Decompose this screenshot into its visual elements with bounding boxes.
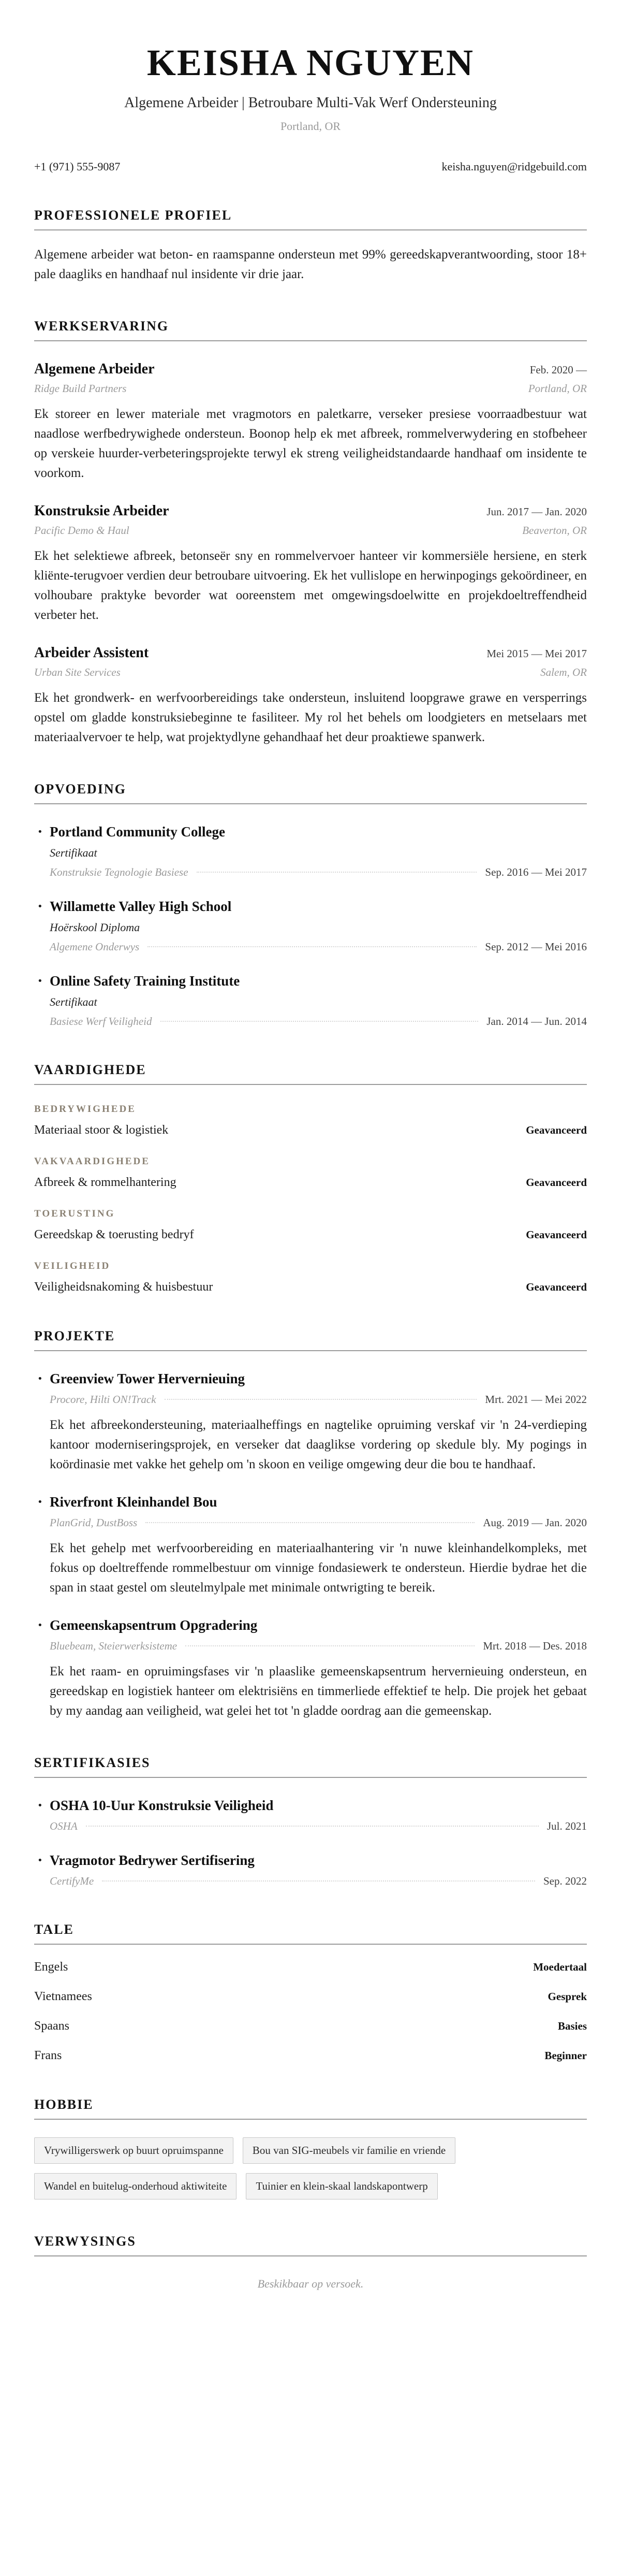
project-name: · Gemeenskapsentrum Opgradering [50, 1617, 258, 1633]
project-meta-row [50, 1516, 587, 1529]
experience-subheader-row [34, 382, 587, 395]
contact-row [34, 160, 587, 173]
experience-item [34, 503, 587, 625]
job-description: Ek storeer en lewer materiale met vragmotors en paletkarre, verseker presiese voorraadbestuur wat naadlose werfbedrywighede ondersteun. Boonop help ek met afbreek, rommelverwydering en stofbeheer op verskeie huurder-verbeteringsprojekte terwyl ek streng veiligheidstandaarde handhaaf om insidente te voorkom. [34, 407, 587, 480]
project-item [34, 1371, 587, 1474]
project-meta-row [50, 1393, 587, 1406]
school-name: · Willamette Valley High School [50, 899, 232, 914]
candidate-location: Portland, OR [280, 120, 341, 133]
skill-group [34, 1156, 587, 1190]
language-level: Beginner [544, 2049, 587, 2062]
section-title-education: OPVOEDING [34, 782, 587, 804]
education-item [34, 824, 587, 879]
skill-category: VEILIGHEID [34, 1261, 111, 1271]
skill-name: Materiaal stoor & logistiek [34, 1123, 169, 1137]
certification-issuer: CertifyMe [50, 1875, 94, 1887]
skill-group [34, 1104, 587, 1137]
section-title-certifications: SERTIFIKASIES [34, 1755, 587, 1778]
section-title-projects: PROJEKTE [34, 1328, 587, 1351]
skill-group [34, 1208, 587, 1242]
experience-header-row [34, 645, 587, 661]
section-title-references: VERWYSINGS [34, 2234, 587, 2256]
phone-number: +1 (971) 555-9087 [34, 160, 121, 173]
field-of-study: Algemene Onderwys [50, 940, 140, 953]
dotted-leader [197, 872, 477, 873]
certification-date: Jul. 2021 [546, 1820, 587, 1832]
language-name: Frans [34, 2049, 62, 2062]
language-level: Basies [557, 2020, 587, 2032]
experience-item [34, 361, 587, 483]
section-title-languages: TALE [34, 1922, 587, 1945]
skill-level: Geavanceerd [526, 1281, 587, 1293]
section-title-skills: VAARDIGHEDE [34, 1062, 587, 1085]
project-dates: Aug. 2019 — Jan. 2020 [483, 1516, 587, 1529]
skill-row [34, 1280, 587, 1294]
job-location: Portland, OR [528, 382, 587, 395]
skill-level: Geavanceerd [526, 1176, 587, 1189]
project-description: Ek het raam- en opruimingsfases vir 'n plaaslike gemeenskapsentrum hervernieuing ondersteun, en gereedskap en logistiek hanteer om elektrisiëns en timmerliede effektief te help. Die projek het gebaat by my aandag aan veiligheid, wat gelei het tot 'n gladde oordrag aan die gemeenskap. [50, 1665, 587, 1718]
degree-name: Sertifikaat [50, 995, 97, 1008]
project-tools: Procore, Hilti ON!Track [50, 1393, 156, 1406]
dotted-leader [165, 1399, 477, 1400]
project-item [34, 1617, 587, 1721]
skill-name: Veiligheidsnakoming & huisbestuur [34, 1280, 213, 1294]
job-location: Beaverton, OR [522, 524, 587, 537]
section-title-profile: PROFESSIONELE PROFIEL [34, 208, 587, 230]
company-name: Urban Site Services [34, 666, 121, 678]
education-item [34, 899, 587, 953]
language-row [34, 2049, 587, 2063]
project-tools: Bluebeam, Steierwerksisteme [50, 1640, 178, 1652]
school-name: · Online Safety Training Institute [50, 973, 240, 989]
skill-name: Gereedskap & toerusting bedryf [34, 1228, 194, 1241]
skill-name: Afbreek & rommelhantering [34, 1176, 176, 1189]
section-profile [34, 208, 587, 284]
experience-header-row [34, 503, 587, 519]
project-description: Ek het afbreekondersteuning, materiaalheffings en nagtelike opruiming verskaf vir 'n 24-verdieping kantoor moderniseringsprojek, en verseker dat daaglikse vordering op skedule bly. My pogings in koördinasie met vakke het gehelp om 'n skoon en veilige omgewing deur die bou te handhaaf. [50, 1418, 587, 1471]
section-experience [34, 319, 587, 747]
email-address: keisha.nguyen@ridgebuild.com [441, 160, 587, 173]
section-title-hobbies: HOBBIE [34, 2097, 587, 2120]
dotted-leader [145, 1522, 475, 1523]
job-description: Ek het grondwerk- en werfvoorbereidings take ondersteun, insluitend loopgrawe grawe en versperrings opstel om gladde konstruksiebeginne te fasiliteer. My rol het behels om loodgieters en metselaars met materiaalvervoer te help, wat projektydlyne gehandhaaf het deur proaktiewe spanwerk. [34, 691, 587, 744]
job-title: Konstruksie Arbeider [34, 503, 169, 519]
dotted-leader [185, 1645, 475, 1646]
candidate-headline: Algemene Arbeider | Betroubare Multi-Vak Werf Ondersteuning [124, 95, 497, 111]
experience-subheader-row [34, 666, 587, 679]
education-meta-row [50, 1015, 587, 1028]
skill-row [34, 1123, 587, 1137]
hobby-tag: Vrywilligerswerk op buurt opruimspanne [34, 2137, 233, 2164]
section-title-experience: WERKSERVARING [34, 319, 587, 341]
job-location: Salem, OR [540, 666, 587, 678]
certification-date: Sep. 2022 [543, 1875, 587, 1887]
language-level: Moedertaal [533, 1961, 587, 1973]
education-dates: Sep. 2012 — Mei 2016 [485, 940, 587, 953]
hobby-tag: Bou van SIG-meubels vir familie en vriende [243, 2137, 455, 2164]
experience-item [34, 645, 587, 747]
hobby-tag: Tuinier en klein-skaal landskapontwerp [246, 2173, 437, 2199]
school-name: · Portland Community College [50, 824, 225, 840]
references-note: Beskikbaar op versoek. [257, 2277, 364, 2290]
dotted-leader [160, 1021, 479, 1022]
skill-level: Geavanceerd [526, 1124, 587, 1136]
certification-issuer: OSHA [50, 1820, 78, 1832]
section-certifications [34, 1755, 587, 1888]
skill-group [34, 1261, 587, 1294]
certification-name: · Vragmotor Bedrywer Sertifisering [50, 1853, 255, 1868]
skill-category: VAKVAARDIGHEDE [34, 1156, 150, 1167]
experience-subheader-row [34, 524, 587, 537]
dotted-leader [102, 1880, 535, 1882]
dotted-leader [86, 1826, 539, 1827]
section-hobbies [34, 2097, 587, 2199]
section-projects [34, 1328, 587, 1721]
job-title: Arbeider Assistent [34, 645, 149, 661]
candidate-name: KEISHA NGUYEN [146, 42, 475, 83]
language-name: Engels [34, 1960, 68, 1974]
section-skills [34, 1062, 587, 1294]
profile-summary: Algemene arbeider wat beton- en raamspanne ondersteun met 99% gereedskapverantwoording, stoor 18+ pale daagliks en handhaaf nul insidente vir drie jaar. [34, 248, 587, 281]
section-references [34, 2234, 587, 2291]
project-tools: PlanGrid, DustBoss [50, 1516, 138, 1529]
hobby-list [34, 2137, 587, 2199]
language-row [34, 1960, 587, 1974]
certification-item [34, 1798, 587, 1833]
project-meta-row [50, 1640, 587, 1653]
field-of-study: Basiese Werf Veiligheid [50, 1015, 152, 1027]
degree-name: Sertifikaat [50, 846, 97, 859]
language-row [34, 2019, 587, 2033]
language-name: Vietnamees [34, 1990, 92, 2003]
education-meta-row [50, 866, 587, 879]
job-dates: Jun. 2017 — Jan. 2020 [486, 505, 587, 518]
experience-header-row [34, 361, 587, 378]
dotted-leader [147, 946, 477, 947]
certification-meta-row [50, 1820, 587, 1833]
section-education [34, 782, 587, 1028]
field-of-study: Konstruksie Tegnologie Basiese [50, 866, 188, 878]
education-dates: Jan. 2014 — Jun. 2014 [486, 1015, 587, 1027]
job-title: Algemene Arbeider [34, 361, 155, 377]
project-description: Ek het gehelp met werfvoorbereiding en materiaalhantering vir 'n nuwe kleinhandelkompleks, met fokus op doeltreffende rommelbestuur om vinnige fondasiewerk te ondersteun. Hierdie bydrae het die span in staat gestel om sleutelmylpale met minimale ontwrigting te bereik. [50, 1541, 587, 1595]
certification-name: · OSHA 10-Uur Konstruksie Veiligheid [50, 1798, 274, 1813]
skill-category: TOERUSTING [34, 1208, 115, 1219]
skill-row [34, 1228, 587, 1242]
skill-row [34, 1176, 587, 1190]
degree-name: Hoërskool Diploma [50, 921, 140, 934]
project-name: · Greenview Tower Hervernieuing [50, 1371, 245, 1386]
project-name: · Riverfront Kleinhandel Bou [50, 1494, 217, 1510]
project-item [34, 1494, 587, 1598]
education-meta-row [50, 940, 587, 953]
certification-item [34, 1853, 587, 1888]
language-row [34, 1990, 587, 2004]
skill-category: BEDRYWIGHEDE [34, 1104, 136, 1115]
project-dates: Mrt. 2021 — Mei 2022 [485, 1393, 587, 1406]
project-dates: Mrt. 2018 — Des. 2018 [483, 1640, 587, 1652]
resume-header [34, 41, 587, 173]
job-description: Ek het selektiewe afbreek, betonseër sny en rommelvervoer hanteer vir kommersiële hersiene, en sterk kliënte-terugvoer verdien deur betroubare uitvoering. Ek het vullislope en herwinpogings gekoördineer, en volhoubare praktyke bevorder wat ooreenstem met omgewingsdoelwitte en projekdoeltreffendheid verbeter het. [34, 549, 587, 622]
education-item [34, 973, 587, 1028]
section-languages [34, 1922, 587, 2063]
language-name: Spaans [34, 2019, 69, 2033]
language-level: Gesprek [548, 1990, 587, 2003]
skill-level: Geavanceerd [526, 1228, 587, 1241]
company-name: Ridge Build Partners [34, 382, 127, 395]
hobby-tag: Wandel en buitelug-onderhoud aktiwiteite [34, 2173, 236, 2199]
job-dates: Feb. 2020 — [529, 364, 587, 376]
company-name: Pacific Demo & Haul [34, 524, 129, 537]
certification-meta-row [50, 1875, 587, 1888]
job-dates: Mei 2015 — Mei 2017 [486, 647, 587, 660]
education-dates: Sep. 2016 — Mei 2017 [485, 866, 587, 878]
